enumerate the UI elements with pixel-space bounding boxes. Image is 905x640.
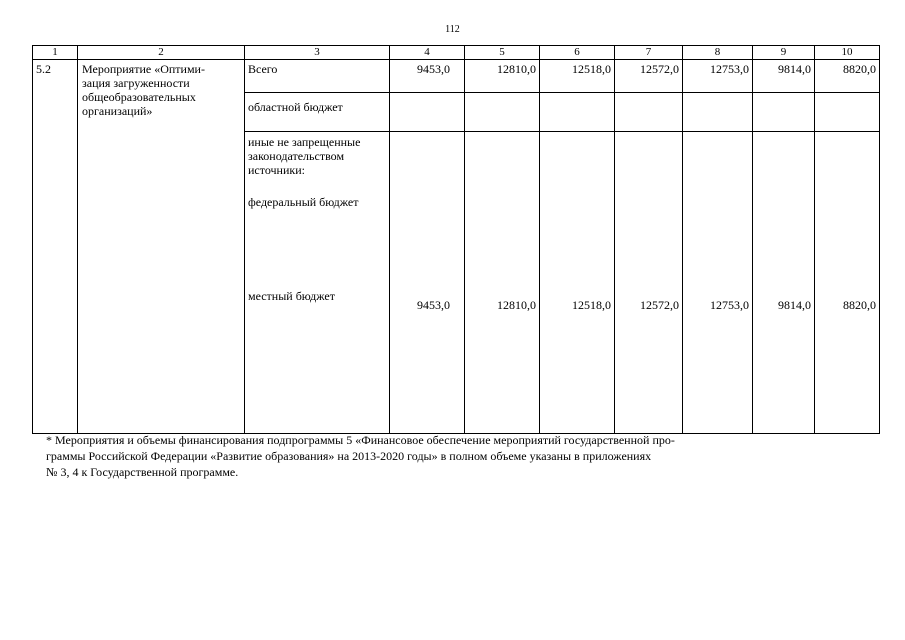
source-label: Всего [245, 60, 390, 93]
header-row [33, 46, 880, 60]
event-name-line: организаций» [82, 104, 153, 118]
value-local: 12518,0 [572, 298, 611, 312]
table-row-total [33, 60, 880, 93]
source-label-line: иные не запрещенные [248, 135, 361, 149]
value-local: 9453,0 [417, 298, 450, 312]
value-cell [753, 132, 815, 434]
event-name-line: зация загруженности [82, 76, 190, 90]
value-cell [815, 93, 880, 132]
value-cell [753, 93, 815, 132]
value-cell [815, 132, 880, 434]
value-cell: 12572,0 [615, 60, 683, 93]
header-cell: 7 [615, 46, 683, 60]
value-cell [540, 132, 615, 434]
event-name [78, 60, 245, 434]
event-name-line: общеобразовательных [82, 90, 196, 104]
value-cell [683, 132, 753, 434]
source-label-federal: федеральный бюджет [248, 195, 359, 209]
header-cell: 6 [540, 46, 615, 60]
header-cell: 3 [245, 46, 390, 60]
footnote-line: № 3, 4 к Государственной программе. [46, 465, 239, 479]
value-cell: 9453,0 [390, 60, 465, 93]
header-cell: 8 [683, 46, 753, 60]
value-cell: 12518,0 [540, 60, 615, 93]
value-cell [615, 93, 683, 132]
value-cell: 12810,0 [465, 60, 540, 93]
footnote-line: * Мероприятия и объемы финансирования подпрограммы 5 «Финансовое обеспечение мероприятий государственной про- [46, 433, 675, 447]
value-cell [615, 132, 683, 434]
value-cell [465, 93, 540, 132]
value-local: 12810,0 [497, 298, 536, 312]
footnote [46, 432, 864, 480]
value-cell [465, 132, 540, 434]
value-cell: 12753,0 [683, 60, 753, 93]
page-number: 112 [445, 24, 460, 35]
value-local: 9814,0 [778, 298, 811, 312]
header-cell: 2 [78, 46, 245, 60]
header-cell: 1 [33, 46, 78, 60]
value-cell: 8820,0 [815, 60, 880, 93]
source-label-line: источники: [248, 163, 305, 177]
event-name-line: Мероприятие «Оптими- [82, 62, 205, 76]
source-label-group [245, 132, 390, 434]
value-cell [540, 93, 615, 132]
source-label: областной бюджет [245, 93, 390, 132]
source-label-line: законодательством [248, 149, 345, 163]
funding-table [32, 45, 880, 434]
value-local: 8820,0 [843, 298, 876, 312]
value-local: 12753,0 [710, 298, 749, 312]
header-cell: 4 [390, 46, 465, 60]
header-cell: 5 [465, 46, 540, 60]
row-number: 5.2 [33, 60, 78, 434]
value-cell [390, 93, 465, 132]
value-cell: 9814,0 [753, 60, 815, 93]
source-label-local: местный бюджет [248, 289, 335, 303]
value-local: 12572,0 [640, 298, 679, 312]
footnote-line: граммы Российской Федерации «Развитие образования» на 2013-2020 годы» в полном объеме указаны в приложениях [46, 449, 652, 463]
header-cell: 10 [815, 46, 880, 60]
header-cell: 9 [753, 46, 815, 60]
value-cell [390, 132, 465, 434]
value-cell [683, 93, 753, 132]
